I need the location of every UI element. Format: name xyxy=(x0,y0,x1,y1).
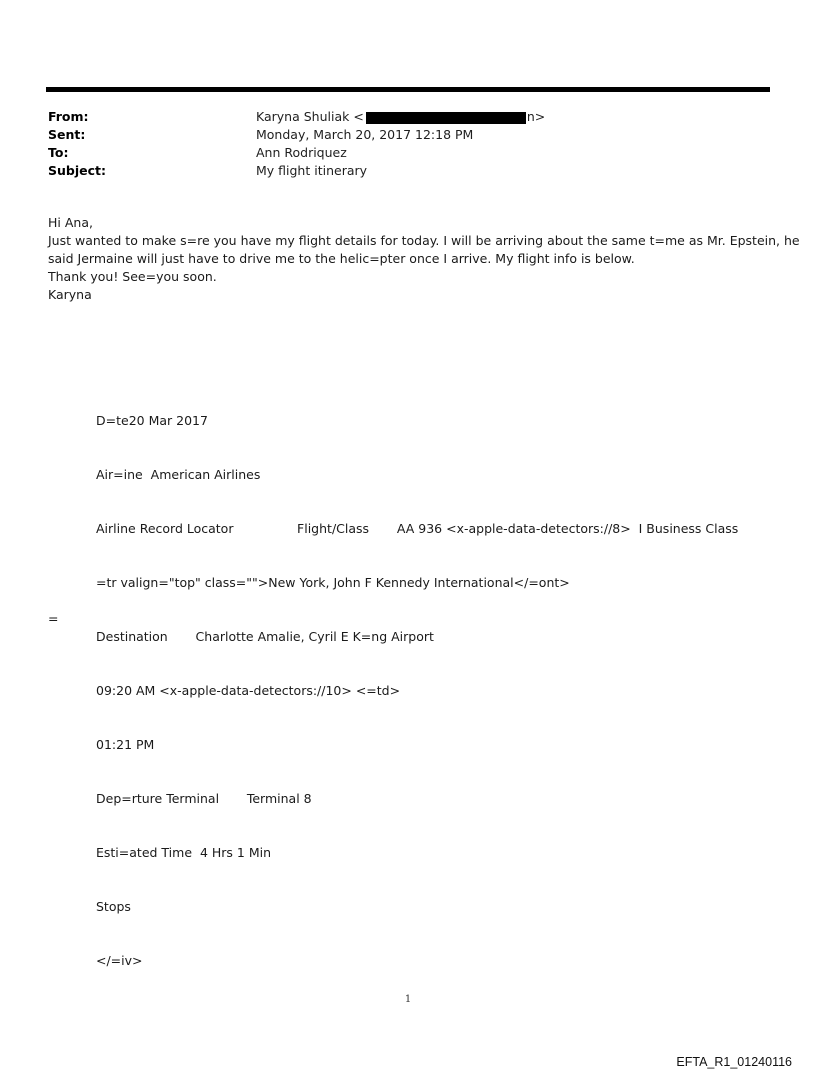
flight-info-block xyxy=(96,376,776,988)
flight-info-line: Airline Record Locator Flight/Class AA 936 <x-apple-data-detectors://8> I Business Class xyxy=(96,521,739,536)
flight-info-line: Stops xyxy=(96,899,131,914)
flight-info-line: 09:20 AM <x-apple-data-detectors://10> <=td> xyxy=(96,683,401,698)
subject-label: Subject: xyxy=(48,163,106,178)
body-line: said Jermaine will just have to drive me to the helic=pter once I arrive. My flight info is below. xyxy=(48,251,635,266)
body-line: Karyna xyxy=(48,287,92,302)
flight-info-line: Esti=ated Time 4 Hrs 1 Min xyxy=(96,845,272,860)
flight-info-line: =tr valign="top" class="">New York, John F Kennedy International</=ont> xyxy=(96,575,570,590)
email-header xyxy=(48,108,748,180)
redaction-block xyxy=(366,112,526,124)
subject-row xyxy=(48,162,748,180)
body-line: Just wanted to make s=re you have my flight details for today. I will be arriving about the same t=me as Mr. Epstein, he xyxy=(48,233,800,248)
body-line: Hi Ana, xyxy=(48,215,93,230)
subject-value: My flight itinerary xyxy=(256,163,368,178)
flight-info-line: Dep=rture Terminal Terminal 8 xyxy=(96,791,312,806)
body-line: Thank you! See=you soon. xyxy=(48,269,217,284)
flight-info-line: Destination Charlotte Amalie, Cyril E K=ng Airport xyxy=(96,629,434,644)
from-value-prefix: Karyna Shuliak < xyxy=(256,109,364,124)
trailing-equals: = xyxy=(48,611,59,626)
sent-label: Sent: xyxy=(48,127,86,142)
from-row xyxy=(48,108,748,126)
top-divider xyxy=(46,87,770,92)
flight-info-line: D=te20 Mar 2017 xyxy=(96,413,208,428)
from-value xyxy=(256,108,545,126)
flight-info-line: Air=ine American Airlines xyxy=(96,467,261,482)
sent-row xyxy=(48,126,748,144)
page-number: 1 xyxy=(404,994,412,1005)
document-id: EFTA_R1_01240116 xyxy=(676,1055,792,1069)
to-row xyxy=(48,144,748,162)
sent-value: Monday, March 20, 2017 12:18 PM xyxy=(256,127,474,142)
flight-info-line: 01:21 PM xyxy=(96,737,155,752)
from-label: From: xyxy=(48,109,89,124)
flight-info-line: </=iv> xyxy=(96,953,143,968)
to-value: Ann Rodriquez xyxy=(256,145,347,160)
to-label: To: xyxy=(48,145,69,160)
email-body xyxy=(48,214,800,304)
from-value-suffix: n> xyxy=(526,109,546,124)
